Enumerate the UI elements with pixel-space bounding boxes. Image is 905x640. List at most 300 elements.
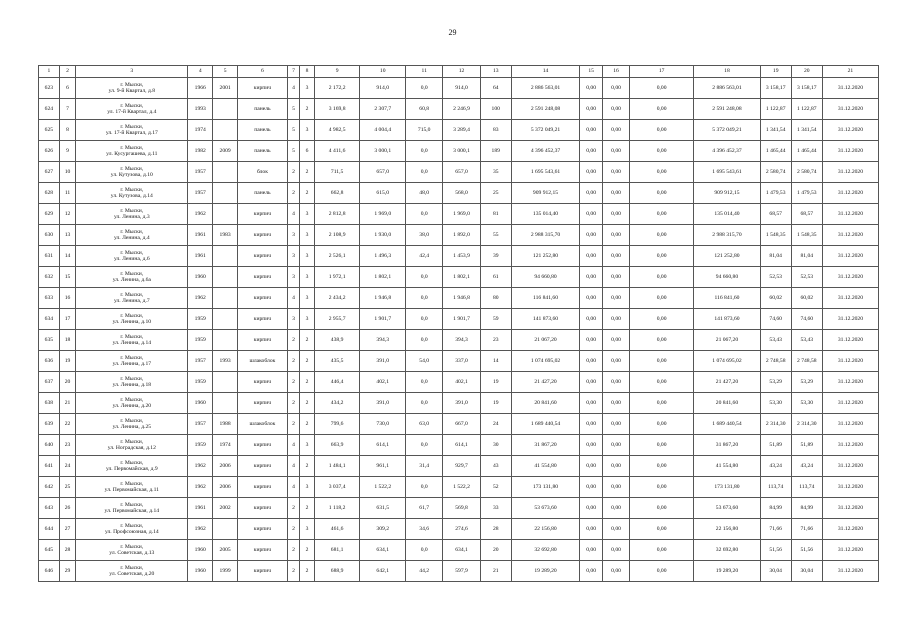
table-cell: 2005 (213, 540, 238, 561)
table-cell: 141 873,60 (511, 309, 579, 330)
table-cell: 0,00 (630, 267, 694, 288)
table-header-row (39, 66, 879, 78)
table-cell: 28 (480, 519, 511, 540)
table-cell: 0,00 (630, 78, 694, 99)
page-number: 29 (448, 28, 457, 37)
table-cell: 1 453,9 (443, 246, 480, 267)
table-cell: 1962 (188, 456, 213, 477)
address-cell (76, 519, 188, 540)
table-cell: 31.12.2020 (822, 162, 878, 183)
table-cell (213, 309, 238, 330)
table-cell: 71,66 (791, 519, 822, 540)
address-city: г. Мыски, (120, 102, 144, 109)
table-cell: 51,56 (760, 540, 791, 561)
address-cell (76, 561, 188, 582)
table-cell: 55 (480, 225, 511, 246)
table-cell: 0,00 (630, 477, 694, 498)
table-cell: 68,57 (791, 204, 822, 225)
table-cell: 60,8 (406, 99, 443, 120)
table-cell: 1962 (188, 288, 213, 309)
table-cell: 1 695 543,61 (511, 162, 579, 183)
table-cell: 631 (39, 246, 60, 267)
table-cell: 1 695 543,61 (694, 162, 760, 183)
table-row (39, 309, 879, 330)
table-cell: 1974 (188, 120, 213, 141)
table-cell: 42,4 (406, 246, 443, 267)
table-cell: 31.12.2020 (822, 519, 878, 540)
table-cell: 32 692,80 (694, 540, 760, 561)
table-cell: 60,02 (760, 288, 791, 309)
address-street: ул. Кутузова, д.10 (110, 172, 153, 178)
address-cell (76, 225, 188, 246)
address-street: ул. 17-й Квартал, д.4 (107, 109, 157, 115)
table-cell: 3 (300, 246, 315, 267)
table-cell: 189 (480, 141, 511, 162)
table-cell: 646 (39, 561, 60, 582)
table-cell: 2 (287, 414, 299, 435)
table-cell: 1 972,1 (314, 267, 360, 288)
table-cell: 9 (59, 141, 76, 162)
table-cell: 41 554,80 (511, 456, 579, 477)
table-cell: 23 (480, 330, 511, 351)
table-cell: 2 886 563,01 (694, 78, 760, 99)
table-cell: 1 122,87 (760, 99, 791, 120)
table-cell: 54,0 (406, 351, 443, 372)
table-cell: 637 (39, 372, 60, 393)
table-cell: 5 (287, 120, 299, 141)
table-row (39, 372, 879, 393)
table-cell: 1966 (188, 78, 213, 99)
table-cell (213, 330, 238, 351)
table-cell: 33 (480, 498, 511, 519)
table-cell: 1959 (188, 309, 213, 330)
column-header: 20 (791, 66, 822, 78)
table-cell (213, 393, 238, 414)
table-cell: 0,00 (630, 120, 694, 141)
table-cell: 642,1 (360, 561, 406, 582)
table-cell: 48,0 (406, 183, 443, 204)
table-row (39, 540, 879, 561)
table-cell: 1 901,7 (443, 309, 480, 330)
table-cell: 2 580,74 (760, 162, 791, 183)
table-cell (213, 120, 238, 141)
address-city: г. Мыски, (120, 228, 144, 235)
table-cell: 0,0 (406, 330, 443, 351)
table-cell: 1 496,3 (360, 246, 406, 267)
table-cell: 2 (287, 351, 299, 372)
table-row (39, 561, 879, 582)
table-cell: 0,00 (580, 519, 603, 540)
table-cell: 21 067,20 (694, 330, 760, 351)
table-cell: 31.12.2020 (822, 78, 878, 99)
table-cell: 1 479,53 (760, 183, 791, 204)
table-cell: 0,00 (580, 246, 603, 267)
table-cell: 0,00 (580, 498, 603, 519)
table-cell: 0,00 (630, 456, 694, 477)
table-cell: 7 (59, 99, 76, 120)
table-cell: 13 (59, 225, 76, 246)
table-cell: 121 252,80 (694, 246, 760, 267)
table-cell: 31 867,20 (511, 435, 579, 456)
address-street: ул. Ленина, д.7 (113, 298, 150, 304)
table-cell: 83 (480, 120, 511, 141)
table-cell: 640 (39, 435, 60, 456)
column-header: 12 (443, 66, 480, 78)
table-cell: 2 748,58 (760, 351, 791, 372)
column-header: 7 (287, 66, 299, 78)
table-cell: 0,00 (580, 477, 603, 498)
table-cell: 94 660,80 (694, 267, 760, 288)
table-cell: 0,00 (603, 435, 630, 456)
table-cell: 4 (287, 435, 299, 456)
table-cell: 2 (300, 183, 315, 204)
table-cell: 0,00 (580, 288, 603, 309)
table-cell: 39 (480, 246, 511, 267)
table-cell: 0,00 (603, 477, 630, 498)
table-cell: 21 (480, 561, 511, 582)
table-cell: 391,0 (360, 351, 406, 372)
table-cell: 0,00 (603, 372, 630, 393)
table-cell: 14 (59, 246, 76, 267)
table-cell: 0,00 (603, 78, 630, 99)
table-cell: 0,00 (580, 330, 603, 351)
table-cell: 32 692,80 (511, 540, 579, 561)
table-cell: 2 (300, 351, 315, 372)
housing-registry-table (38, 65, 879, 582)
table-cell: 60,02 (791, 288, 822, 309)
address-cell (76, 78, 188, 99)
table-cell: 116 841,60 (694, 288, 760, 309)
address-cell (76, 288, 188, 309)
table-row (39, 477, 879, 498)
table-cell: 2 955,7 (314, 309, 360, 330)
table-cell: 30,04 (760, 561, 791, 582)
table-cell: кирпич (238, 519, 288, 540)
table-cell: 43,24 (760, 456, 791, 477)
table-cell: 662,8 (314, 183, 360, 204)
table-cell: 642 (39, 477, 60, 498)
table-cell: 391,0 (443, 393, 480, 414)
table-cell: 135 014,40 (694, 204, 760, 225)
address-cell (76, 351, 188, 372)
table-cell: 4 982,5 (314, 120, 360, 141)
table-cell: 0,00 (630, 561, 694, 582)
table-cell: 1 901,7 (360, 309, 406, 330)
table-cell: 31.12.2020 (822, 351, 878, 372)
table-cell: 29 (59, 561, 76, 582)
table-cell: 2 (300, 330, 315, 351)
table-cell: 43,24 (791, 456, 822, 477)
table-row (39, 78, 879, 99)
table-body (39, 78, 879, 582)
table-cell: 53,29 (791, 372, 822, 393)
table-cell: 2 748,58 (791, 351, 822, 372)
table-cell: 2 (300, 498, 315, 519)
table-cell: кирпич (238, 78, 288, 99)
table-cell: 53,43 (791, 330, 822, 351)
table-cell: 1 802,1 (360, 267, 406, 288)
address-street: ул. Ленина, д.4 (113, 235, 150, 241)
table-cell: 52,53 (760, 267, 791, 288)
table-cell: 31.12.2020 (822, 372, 878, 393)
table-cell: 59 (480, 309, 511, 330)
table-cell: кирпич (238, 435, 288, 456)
address-street: ул. Первомайская, д.14 (104, 508, 160, 514)
table-cell: 3 (300, 477, 315, 498)
table-cell: 3 000,1 (443, 141, 480, 162)
table-cell: 31 867,20 (694, 435, 760, 456)
table-cell: 0,00 (580, 561, 603, 582)
table-cell: 0,00 (603, 309, 630, 330)
table-cell: 31.12.2020 (822, 225, 878, 246)
address-street: ул. Ленина, д.25 (112, 424, 152, 430)
table-cell: 624 (39, 99, 60, 120)
table-cell: 0,00 (603, 351, 630, 372)
column-header: 15 (580, 66, 603, 78)
table-cell (213, 267, 238, 288)
table-cell: 0,00 (630, 519, 694, 540)
table-cell: 0,00 (580, 372, 603, 393)
table-cell: 15 (59, 267, 76, 288)
table-cell: 3 169,8 (314, 99, 360, 120)
table-cell: 21 427,20 (511, 372, 579, 393)
table-cell: 1961 (188, 246, 213, 267)
address-street: ул. Советская, д.20 (109, 571, 155, 577)
table-cell: 30 (480, 435, 511, 456)
table-cell: 3 (300, 225, 315, 246)
column-header: 17 (630, 66, 694, 78)
table-cell: 626 (39, 141, 60, 162)
table-cell: 0,00 (580, 435, 603, 456)
table-cell: 1960 (188, 540, 213, 561)
table-cell: 0,00 (580, 267, 603, 288)
table-cell: 53 673,60 (694, 498, 760, 519)
table-cell: 2 886 563,01 (511, 78, 579, 99)
table-cell: 0,00 (603, 540, 630, 561)
table-cell: 0,00 (603, 267, 630, 288)
table-cell: 1 479,53 (791, 183, 822, 204)
table-cell: 94 660,80 (511, 267, 579, 288)
address-city: г. Мыски, (120, 249, 144, 256)
address-cell (76, 204, 188, 225)
table-cell: 8 (59, 120, 76, 141)
table-cell: 2 172,2 (314, 78, 360, 99)
table-cell: панель (238, 183, 288, 204)
table-cell: 1 074 695,02 (694, 351, 760, 372)
table-cell: 17 (59, 309, 76, 330)
table-cell: 0,00 (603, 162, 630, 183)
table-cell: 2001 (213, 78, 238, 99)
table-cell: 6 (59, 78, 76, 99)
table-cell: 0,00 (603, 519, 630, 540)
table-cell: 1961 (188, 498, 213, 519)
table-cell: 1 484,1 (314, 456, 360, 477)
table-cell: 2002 (213, 498, 238, 519)
table-cell: 25 (59, 477, 76, 498)
table-cell: 4 (287, 477, 299, 498)
table-cell: 0,00 (630, 225, 694, 246)
table-cell: кирпич (238, 456, 288, 477)
table-cell: 657,0 (443, 162, 480, 183)
table-cell: 64 (480, 78, 511, 99)
table-cell: 4 004,4 (360, 120, 406, 141)
table-cell: 394,3 (360, 330, 406, 351)
table-cell: 2006 (213, 456, 238, 477)
table-row (39, 141, 879, 162)
table-cell: 1 802,1 (443, 267, 480, 288)
table-cell: 914,0 (443, 78, 480, 99)
table-cell: 597,9 (443, 561, 480, 582)
table-cell: 2 (300, 372, 315, 393)
table-cell: 634,1 (443, 540, 480, 561)
table-cell (213, 288, 238, 309)
address-street: ул. Кутузова, д.14 (110, 193, 153, 199)
table-cell: 0,00 (630, 162, 694, 183)
table-row (39, 288, 879, 309)
table-cell: 1960 (188, 393, 213, 414)
table-cell: 1962 (188, 204, 213, 225)
address-street: ул. 17-й Квартал, д.17 (105, 130, 158, 136)
table-cell: 0,00 (603, 141, 630, 162)
table-cell: 1 122,87 (791, 99, 822, 120)
table-cell: 19 (480, 393, 511, 414)
address-street: ул. Ленина, д.10 (112, 319, 152, 325)
table-cell: 0,00 (580, 414, 603, 435)
table-cell: 2 (300, 162, 315, 183)
table-cell: 1 946,8 (360, 288, 406, 309)
table-cell: 961,1 (360, 456, 406, 477)
table-cell: 0,00 (630, 246, 694, 267)
table-cell: 2009 (213, 141, 238, 162)
table-cell: 0,00 (603, 414, 630, 435)
table-cell: 1961 (188, 225, 213, 246)
address-city: г. Мыски, (120, 312, 144, 319)
table-cell: шлакоблок (238, 351, 288, 372)
table-cell: 3 158,17 (760, 78, 791, 99)
address-city: г. Мыски, (120, 207, 144, 214)
table-cell: 11 (59, 183, 76, 204)
table-cell: 337,0 (443, 351, 480, 372)
table-cell: 657,0 (360, 162, 406, 183)
address-city: г. Мыски, (120, 417, 144, 424)
table-row (39, 456, 879, 477)
table-cell: 1957 (188, 414, 213, 435)
column-header: 5 (213, 66, 238, 78)
table-cell: 22 156,80 (511, 519, 579, 540)
table-cell: 1959 (188, 435, 213, 456)
table-cell: 61,7 (406, 498, 443, 519)
table-cell: 21 427,20 (694, 372, 760, 393)
table-cell: 2 (287, 540, 299, 561)
column-header: 4 (188, 66, 213, 78)
table-cell: 4 (287, 288, 299, 309)
table-cell: 929,7 (443, 456, 480, 477)
address-city: г. Мыски, (120, 291, 144, 298)
table-cell (213, 246, 238, 267)
table-cell: 3 (300, 267, 315, 288)
table-cell: 0,00 (630, 498, 694, 519)
table-cell: 53,30 (760, 393, 791, 414)
table-cell: 43 (480, 456, 511, 477)
table-cell: 38,0 (406, 225, 443, 246)
table-cell: 402,1 (443, 372, 480, 393)
table-cell: 10 (59, 162, 76, 183)
table-cell: 5 372 049,21 (511, 120, 579, 141)
table-cell: 394,3 (443, 330, 480, 351)
table-cell: 3 (300, 120, 315, 141)
column-header: 2 (59, 66, 76, 78)
table-cell: 31.12.2020 (822, 330, 878, 351)
table-cell: кирпич (238, 267, 288, 288)
table-cell: 1993 (213, 351, 238, 372)
table-cell: 2 314,30 (791, 414, 822, 435)
table-cell: 1999 (213, 561, 238, 582)
table-cell: 71,66 (760, 519, 791, 540)
address-city: г. Мыски, (120, 501, 144, 508)
table-cell: 2 307,7 (360, 99, 406, 120)
address-street: ул. Ленина, д.20 (112, 403, 152, 409)
table-cell: 434,2 (314, 393, 360, 414)
table-cell: кирпич (238, 561, 288, 582)
table-cell: 0,00 (580, 162, 603, 183)
table-cell: 113,74 (760, 477, 791, 498)
address-street: ул. Советская, д.13 (109, 550, 155, 556)
table-row (39, 267, 879, 288)
table-cell: 2 (287, 393, 299, 414)
table-cell: 2 (300, 540, 315, 561)
address-city: г. Мыски, (120, 186, 144, 193)
table-cell: 19 289,20 (694, 561, 760, 582)
table-cell: 2 988 315,70 (511, 225, 579, 246)
address-cell (76, 330, 188, 351)
table-cell: 100 (480, 99, 511, 120)
table-cell: 623 (39, 78, 60, 99)
address-street: ул. Кусургашева, д.11 (106, 151, 158, 157)
table-cell: 4 (287, 456, 299, 477)
table-cell: 31.12.2020 (822, 141, 878, 162)
table-cell: 27 (59, 519, 76, 540)
address-city: г. Мыски, (120, 543, 144, 550)
table-cell: 2 (287, 519, 299, 540)
table-cell: 31.12.2020 (822, 267, 878, 288)
table-row (39, 162, 879, 183)
table-cell: 614,1 (443, 435, 480, 456)
table-cell: 5 (287, 141, 299, 162)
table-cell: 1 548,35 (791, 225, 822, 246)
table-row (39, 120, 879, 141)
table-cell: 4 (287, 204, 299, 225)
table-cell: 630 (39, 225, 60, 246)
table-cell: 2 (287, 183, 299, 204)
table-cell: 3 158,17 (791, 78, 822, 99)
table-cell: 1983 (213, 225, 238, 246)
table-cell: 12 (59, 204, 76, 225)
table-cell: 0,00 (630, 99, 694, 120)
table-cell: 1962 (188, 519, 213, 540)
table-cell: 1 892,0 (443, 225, 480, 246)
table-cell: 24 (480, 414, 511, 435)
table-cell: 3 (300, 519, 315, 540)
table-cell: 16 (59, 288, 76, 309)
table-cell: 26 (59, 498, 76, 519)
table-cell: 0,00 (630, 141, 694, 162)
address-cell (76, 309, 188, 330)
table-cell: 0,0 (406, 141, 443, 162)
column-header: 13 (480, 66, 511, 78)
table-cell: 84,99 (760, 498, 791, 519)
table-cell: 0,00 (630, 372, 694, 393)
table-cell: кирпич (238, 330, 288, 351)
